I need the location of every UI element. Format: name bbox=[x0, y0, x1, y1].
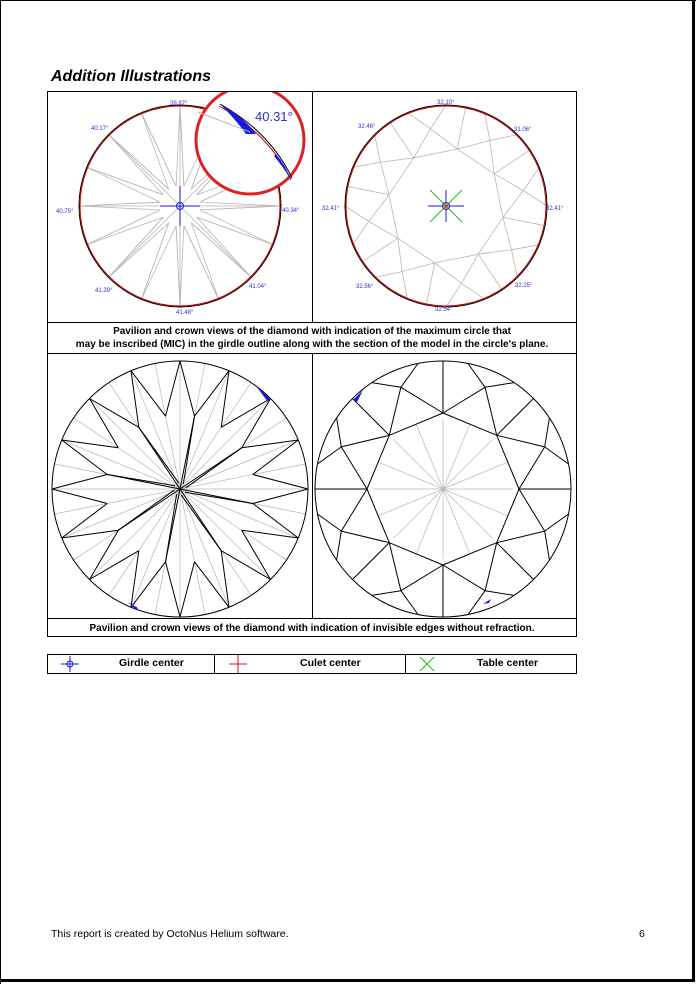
facet-edge bbox=[494, 174, 523, 191]
legend-table-center-label: Table center bbox=[477, 657, 539, 669]
illustrations-grid bbox=[47, 91, 577, 637]
facet-edge bbox=[180, 206, 251, 277]
pav-angle-6: 41.04° bbox=[249, 284, 267, 290]
facet-edge bbox=[341, 531, 389, 543]
facet-edge bbox=[497, 489, 519, 543]
culet-center-icon bbox=[223, 655, 253, 673]
facet-edge bbox=[197, 217, 252, 277]
facet-edge bbox=[372, 383, 401, 388]
pavilion-mic-view bbox=[48, 92, 312, 322]
facet-edge bbox=[519, 489, 545, 531]
facet-edge bbox=[341, 489, 367, 531]
facet-edge bbox=[490, 135, 518, 141]
facet-edge bbox=[389, 543, 443, 565]
pavilion-edges-view bbox=[48, 354, 312, 618]
facet-edge bbox=[200, 202, 281, 206]
facet-edge bbox=[109, 135, 169, 190]
facet-edge bbox=[52, 475, 107, 490]
facet-edge bbox=[503, 217, 512, 250]
facet-edge bbox=[414, 129, 431, 158]
facet-edge bbox=[457, 141, 490, 150]
caption-mic bbox=[48, 322, 576, 354]
crown-angle-5: 32.41° bbox=[546, 206, 564, 212]
zoom-callout-circle bbox=[196, 92, 304, 194]
facet-edge bbox=[494, 150, 530, 174]
facet-edge bbox=[457, 149, 494, 174]
facet-edge bbox=[443, 387, 485, 413]
facet-edge bbox=[353, 543, 390, 580]
facet-edge bbox=[180, 105, 184, 186]
pav-angle-1: 39.87° bbox=[170, 101, 188, 107]
facet-edge bbox=[478, 217, 503, 254]
facet-edge bbox=[141, 223, 169, 299]
facet-edge bbox=[512, 245, 540, 250]
facet-edge bbox=[443, 543, 497, 565]
facet-edge bbox=[381, 162, 390, 195]
facet-edge bbox=[347, 186, 389, 194]
crown-edges-drawing bbox=[313, 354, 576, 618]
facet-edge bbox=[389, 413, 443, 435]
facet-edge bbox=[341, 435, 389, 447]
page-border-top bbox=[0, 0, 696, 1]
facet-edge bbox=[402, 263, 435, 272]
footer-text: This report is created by OctoNus Helium software. bbox=[51, 928, 289, 940]
facet-edge bbox=[337, 531, 342, 560]
caption-mic-line2: may be inscribed (MIC) in the girdle outline along with the section of the model in the circle's plane. bbox=[75, 339, 549, 350]
facet-edge bbox=[398, 238, 435, 263]
facet-edge bbox=[398, 238, 402, 271]
facet-edge bbox=[367, 489, 389, 543]
facet-edge bbox=[197, 217, 273, 245]
crown-angle-3: 31.06° bbox=[514, 127, 532, 133]
facet-edge bbox=[389, 387, 401, 435]
facet-edge bbox=[523, 167, 539, 190]
crown-mic-view bbox=[313, 92, 576, 322]
pav-angle-7: 40.34° bbox=[282, 208, 300, 214]
facet-edge bbox=[141, 113, 176, 187]
facet-edge bbox=[402, 272, 407, 300]
facet-edge bbox=[485, 383, 514, 388]
facet-edge bbox=[107, 475, 175, 486]
facet-edge bbox=[109, 135, 164, 195]
facet-edge bbox=[375, 135, 381, 163]
facet-edge bbox=[389, 543, 401, 591]
facet-edge bbox=[180, 226, 184, 307]
facet-edge bbox=[523, 191, 547, 206]
crown-angle-7: 32.54° bbox=[435, 307, 453, 313]
crown-angle-8: 32.25° bbox=[515, 283, 533, 289]
facet-edge bbox=[79, 202, 160, 206]
facet-edge bbox=[435, 254, 479, 263]
facet-edge bbox=[176, 105, 180, 186]
facet-edge bbox=[414, 149, 458, 158]
legend-table-center bbox=[406, 655, 576, 673]
facet-edge bbox=[79, 206, 160, 210]
facet-edge bbox=[109, 206, 180, 277]
blue-section-mark bbox=[483, 599, 491, 604]
facet-edge bbox=[390, 122, 414, 158]
facet-edge bbox=[200, 210, 273, 245]
facet-edge bbox=[401, 387, 443, 413]
facet-edge bbox=[446, 283, 461, 307]
section-title: Addition Illustrations bbox=[51, 68, 211, 85]
pav-angle-3: 40.75° bbox=[56, 209, 74, 215]
facet-edge bbox=[407, 113, 430, 129]
facet-edge bbox=[494, 174, 503, 218]
caption-invisible-edges: Pavilion and crown views of the diamond with indication of invisible edges without refraction. bbox=[48, 618, 576, 637]
facet-edge bbox=[461, 283, 484, 299]
facet-edge bbox=[443, 565, 485, 591]
facet-edge bbox=[180, 361, 195, 416]
crown-angle-4: 32.41° bbox=[322, 206, 340, 212]
facet-edge bbox=[87, 210, 161, 245]
facet-edge bbox=[367, 435, 389, 489]
girdle-center-icon bbox=[56, 655, 86, 673]
facet-edge bbox=[519, 447, 545, 489]
facet-edge bbox=[369, 221, 398, 238]
crown-angle-2: 32.46° bbox=[358, 124, 376, 130]
facet-edge bbox=[401, 565, 443, 591]
facet-edge bbox=[431, 129, 458, 149]
facet-edge bbox=[253, 489, 308, 504]
facet-edge bbox=[461, 254, 478, 283]
facet-edge bbox=[337, 418, 342, 447]
legend-culet-center-label: Culet center bbox=[300, 657, 361, 669]
facet-edge bbox=[497, 435, 519, 489]
pav-angle-4: 41.39° bbox=[95, 288, 113, 294]
facet-edge bbox=[389, 158, 414, 195]
facet-edge bbox=[497, 531, 545, 543]
facet-edge bbox=[485, 591, 514, 596]
facet-edge bbox=[109, 217, 164, 277]
facet-edge bbox=[87, 217, 164, 245]
facet-edge bbox=[503, 191, 523, 218]
facet-edge bbox=[345, 206, 369, 221]
facet-edge bbox=[52, 489, 107, 504]
facet-edge bbox=[485, 113, 490, 141]
legend-girdle-center-label: Girdle center bbox=[119, 657, 184, 669]
legend-girdle-center bbox=[48, 655, 215, 673]
facet-edge bbox=[497, 543, 534, 580]
page-border-left bbox=[0, 0, 1, 984]
facet-edge bbox=[490, 141, 494, 174]
facet-edge bbox=[394, 440, 443, 489]
crown-angle-6: 32.56° bbox=[356, 284, 374, 290]
facet-edge bbox=[166, 494, 177, 562]
facet-edge bbox=[497, 399, 534, 436]
facet-edge bbox=[394, 489, 443, 538]
facet-edge bbox=[253, 475, 308, 490]
facet-edge bbox=[372, 591, 401, 596]
legend-culet-center bbox=[215, 655, 406, 673]
crown-hidden-edges bbox=[373, 419, 513, 559]
facet-edge bbox=[431, 105, 446, 129]
zoom-angle-label: 40.31° bbox=[255, 109, 293, 124]
facet-edge bbox=[512, 250, 518, 278]
facet-edge bbox=[200, 206, 281, 210]
facet-edge bbox=[166, 562, 181, 617]
facet-edge bbox=[545, 418, 550, 447]
facet-edge bbox=[166, 361, 181, 416]
facet-edge bbox=[87, 167, 161, 202]
facet-edge bbox=[362, 238, 398, 262]
facet-edge bbox=[176, 226, 180, 307]
pav-angle-5: 41.48° bbox=[176, 310, 194, 316]
facet-edge bbox=[426, 263, 434, 305]
pavilion-mic-drawing bbox=[48, 92, 312, 322]
facet-edge bbox=[353, 221, 369, 244]
facet-edge bbox=[184, 226, 219, 299]
facet-edge bbox=[191, 223, 251, 278]
caption-mic-line1: Pavilion and crown views of the diamond with indication of the maximum circle that bbox=[113, 326, 511, 337]
facet-edge bbox=[497, 435, 545, 447]
facet-edge bbox=[389, 195, 398, 239]
facet-edge bbox=[443, 440, 492, 489]
facet-edge bbox=[435, 263, 462, 283]
page-number: 6 bbox=[639, 928, 645, 940]
facet-edge bbox=[375, 272, 403, 278]
pav-angle-2: 40.17° bbox=[91, 126, 109, 132]
crown-mic-drawing bbox=[313, 92, 576, 322]
facet-edge bbox=[443, 489, 492, 538]
facet-edge bbox=[369, 195, 389, 222]
facet-edge bbox=[141, 113, 169, 190]
facet-edge bbox=[353, 162, 381, 167]
pavilion-edges-drawing bbox=[48, 354, 312, 618]
facet-edge bbox=[478, 254, 502, 290]
blue-section-mark bbox=[256, 386, 270, 402]
crown-edges-view bbox=[313, 354, 576, 618]
facet-edge bbox=[485, 543, 497, 591]
facet-edge bbox=[478, 250, 511, 254]
facet-edge bbox=[183, 416, 194, 484]
facet-edge bbox=[185, 492, 253, 503]
facet-edge bbox=[443, 413, 497, 435]
facet-edge bbox=[180, 562, 195, 617]
facet-edge bbox=[503, 217, 545, 225]
crown-angle-1: 32.10° bbox=[437, 100, 455, 106]
facet-edge bbox=[545, 531, 550, 560]
facet-edge bbox=[381, 158, 414, 162]
facet-edge bbox=[341, 447, 367, 489]
facet-edge bbox=[141, 226, 176, 299]
facet-edge bbox=[87, 167, 164, 195]
facet-edge bbox=[109, 135, 180, 206]
table-center-icon bbox=[412, 655, 442, 673]
legend bbox=[47, 654, 577, 674]
facet-edge bbox=[191, 223, 219, 299]
facet-edge bbox=[485, 387, 497, 435]
facet-edge bbox=[109, 223, 169, 278]
facet-edge bbox=[457, 107, 465, 149]
facet-edge bbox=[353, 399, 390, 436]
